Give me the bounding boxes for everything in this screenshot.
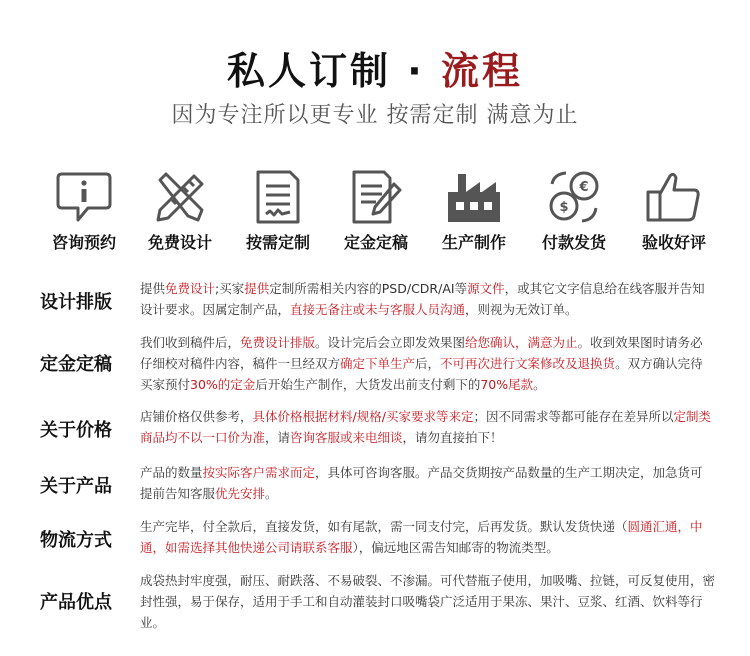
highlight-text: 直接无备注或未与客服人员沟通 [290,302,466,317]
step-label: 验收好评 [641,233,706,252]
section-design-layout [40,278,720,324]
highlight-text: 确定下单生产 [340,356,416,371]
section-label: 设计排版 [40,292,112,313]
highlight-text: 70%尾款 [480,377,534,392]
highlight-text: 优先安排 [215,486,266,501]
body-text: 生产完毕，付全款后，直接发货，如有尾款，需一同支付完，后再发货。默认发货快递（ [140,519,628,534]
step-design [132,168,228,260]
body-text: 后开始生产制作，大货发出前支付剩下的 [255,377,481,392]
body-text: ，或其它文字信息给在线客服并告知设计要求。因属定制产品， [140,281,705,317]
body-text: ，具体可咨询客服。产品交货期按产品数量的生产工期决定，加急货可提前告知客服 [140,465,703,501]
section-label: 物流方式 [40,530,112,551]
section-label: 关于产品 [40,476,112,497]
highlight-text: 咨询客服或来电细谈 [290,430,403,445]
step-label: 付款发货 [541,233,606,252]
body-text: 产品的数量 [140,465,203,480]
highlight-text: 圆通汇通，中通，如需选择其他快递公司请联系客服 [140,519,703,555]
step-label: 免费设计 [147,233,212,252]
highlight-text: 不可再次进行文案修改及退换货 [440,356,616,371]
highlight-text: 免费设计排版 [240,335,316,350]
section-label: 产品优点 [40,592,112,613]
body-text: 店铺价格仅供参考， [140,409,253,424]
body-text: 。双方确认完待买家预付 [140,356,703,392]
title-separator: · [407,49,425,93]
body-text: 。设计完后会立即发效果图 [315,335,466,350]
body-text: ），偏远地区需告知邮寄的物流类型。 [352,540,559,555]
highlight-text: 源文件 [467,281,505,296]
svg-text:€: € [579,180,589,195]
step-consult [36,168,132,260]
body-text: ，则视为无效订单。 [465,302,578,317]
section-advantages [40,570,720,636]
highlight-text: 提供 [244,281,270,296]
process-steps [36,168,726,260]
section-deposit-draft [40,332,720,398]
body-text: ；因不同需求等都可能存在差异所以 [473,409,674,424]
section-text [140,570,715,633]
step-review [626,168,722,260]
body-text: 后， [415,356,441,371]
section-label: 关于价格 [40,420,112,441]
chat-info-icon [54,168,114,226]
section-label: 定金定稿 [40,354,112,375]
page-subtitle: 因为专注所以更专业 按需定制 满意为止 [171,103,579,128]
highlight-text: 给您确认，满意为止 [465,335,578,350]
highlight-text: 按实际客户需求而定 [202,465,316,480]
highlight-text: 30%的定金 [190,377,256,392]
factory-icon [444,168,504,226]
body-text: ，请勿直接拍下！ [402,430,503,445]
title-accent: 流程 [440,49,523,93]
section-text [140,332,715,395]
step-production [426,168,522,260]
step-custom [230,168,326,260]
section-text [140,462,715,504]
pencil-ruler-icon [150,168,210,226]
section-logistics [40,516,720,562]
body-text: 提供 [140,281,166,296]
title-main: 私人订制 [227,49,392,93]
coins-icon [544,168,604,226]
svg-text:$: $ [559,200,569,215]
section-text [140,278,715,320]
step-label: 定金定稿 [343,233,408,252]
step-payment [526,168,622,260]
body-text: 我们收到稿件后， [140,335,241,350]
body-text: ;买家 [215,281,245,296]
body-text: 。收到效果图时请务必仔细校对稿件内容，稿件一旦经双方 [140,335,703,371]
page-title [0,40,750,95]
highlight-text: 免费设计 [165,281,216,296]
highlight-text: 定制类商品均不以一口价为准 [140,409,711,445]
step-label: 咨询预约 [51,233,116,252]
body-text: 。 [265,486,278,501]
document-pen-icon [346,168,406,226]
highlight-text: 具体价格根据材料/规格/买家要求等来定 [252,409,474,424]
body-text: ，请 [265,430,291,445]
section-pricing [40,406,720,452]
step-label: 生产制作 [441,233,506,252]
section-product [40,462,720,508]
thumbs-up-icon [644,168,704,226]
section-text [140,516,715,558]
step-label: 按需定制 [245,233,310,252]
section-text [140,406,715,448]
body-text: 成袋热封牢度强，耐压、耐跌落、不易破裂、不渗漏。可代替瓶子使用，加吸嘴、拉链，可反复使用，密封性强，易于保存，适用于手工和自动灌装封口吸嘴袋广泛适用于果冻、果汁、豆浆、红酒、饮料等行业。 [140,573,716,630]
step-deposit [328,168,424,260]
body-text: 定制所需相关内容的PSD/CDR/AI等 [269,281,468,296]
document-list-icon [248,168,308,226]
body-text: 。 [533,377,546,392]
